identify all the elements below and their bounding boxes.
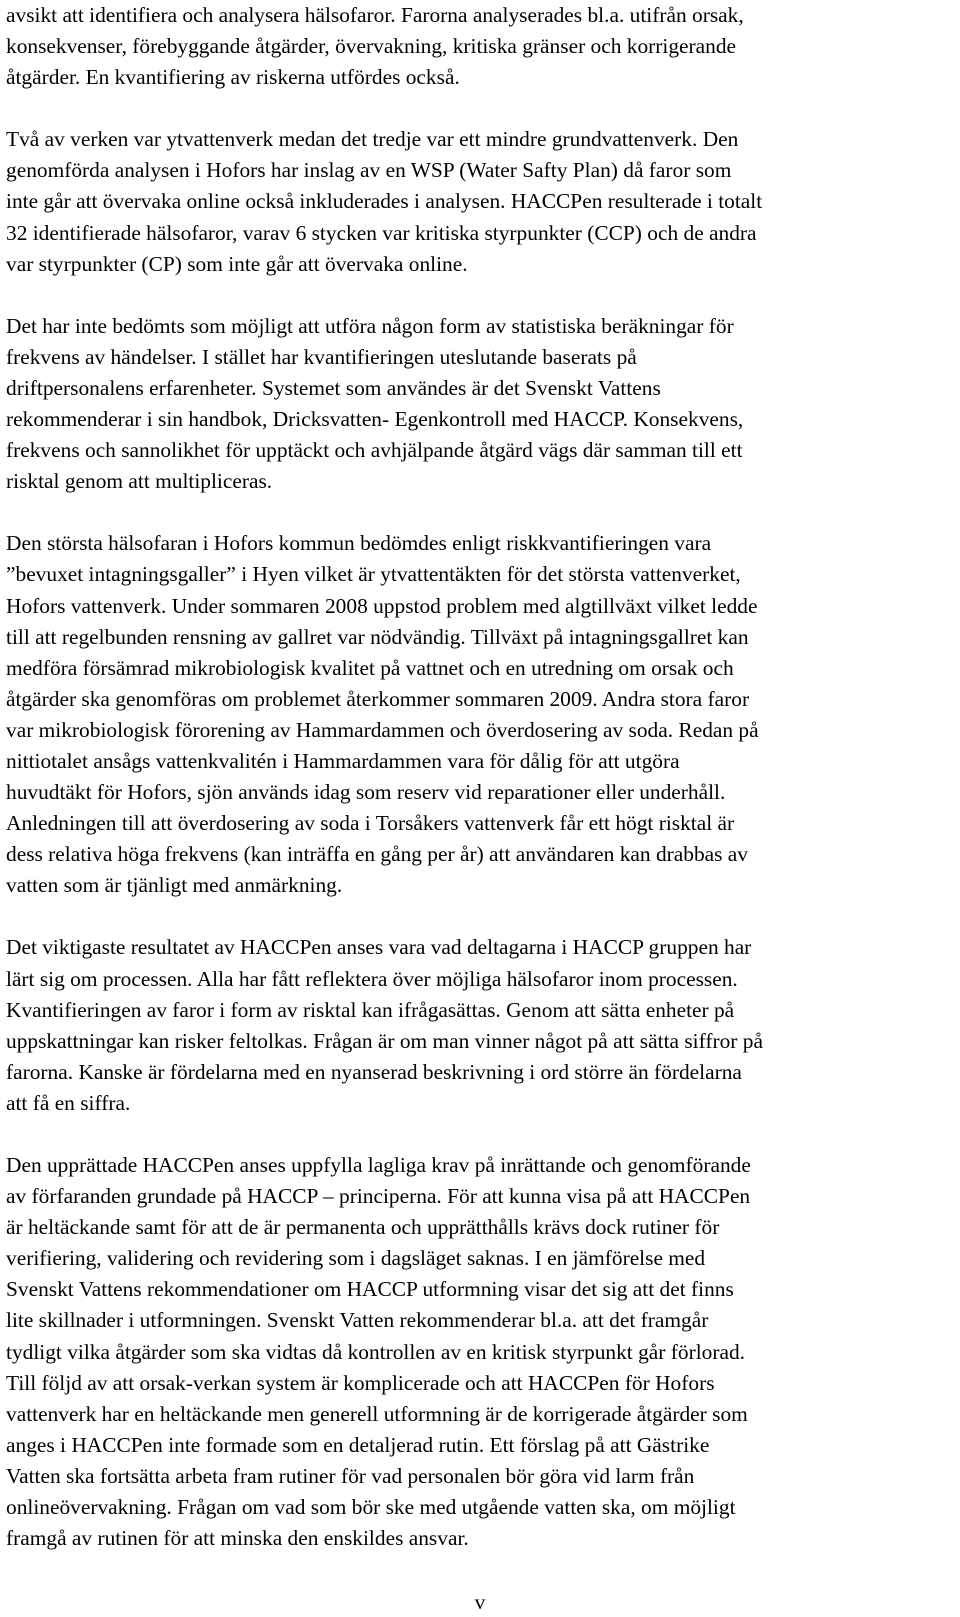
text-line: Den största hälsofaran i Hofors kommun bedömdes enligt riskkvantifieringen vara [6,531,712,556]
text-line: ”bevuxet intagningsgaller” i Hyen vilket är ytvattentäkten för det största vattenverket, [6,562,741,587]
text-line: konsekvenser, förebyggande åtgärder, övervakning, kritiska gränser och korrigerande [6,34,737,59]
paragraph-4 [6,528,954,901]
text-line: lite skillnader i utformningen. Svenskt Vatten rekommenderar bl.a. att det framgår [6,1308,709,1333]
text-line: genomförda analysen i Hofors har inslag av en WSP (Water Safty Plan) då faror som [6,158,732,183]
page-number: v [474,1590,486,1614]
text-line: att få en siffra. [6,1090,131,1115]
text-line: anges i HACCPen inte formade som en detaljerad rutin. Ett förslag på att Gästrike [6,1432,710,1457]
text-line: verifiering, validering och revidering som i dagsläget saknas. I en jämförelse med [6,1246,706,1271]
text-line: Det har inte bedömts som möjligt att utföra någon form av statistiska beräkningar för [6,313,734,338]
paragraph-2 [6,124,954,279]
text-line: huvudtäkt för Hofors, sjön används idag som reserv vid reparationer eller underhåll. [6,780,726,805]
text-line: vattenverk har en heltäckande men generell utformning är de korrigerade åtgärder som [6,1401,748,1426]
paragraph-5 [6,932,954,1119]
text-line: Svenskt Vattens rekommendationer om HACCP utformning visar det sig att det finns [6,1277,734,1302]
text-line: avsikt att identifiera och analysera hälsofaror. Farorna analyserades bl.a. utifrån orsak, [6,3,744,27]
text-line: Två av verken var ytvattenverk medan det tredje var ett mindre grundvattenverk. Den [6,127,739,152]
paragraph-3 [6,311,954,498]
document-body [6,0,954,1585]
text-line: Den upprättade HACCPen anses uppfylla lagliga krav på inrättande och genomförande [6,1153,751,1177]
text-line: dess relativa höga frekvens (kan inträffa en gång per år) att användaren kan drabbas av [6,842,748,867]
text-line: Kvantifieringen av faror i form av risktal kan ifrågasättas. Genom att sätta enheter på [6,997,735,1022]
text-line: medföra försämrad mikrobiologisk kvalitet på vattnet och en utredning om orsak och [6,655,734,680]
text-line: är heltäckande samt för att de är permanenta och upprätthålls krävs dock rutiner för [6,1215,720,1240]
text-line: risktal genom att multipliceras. [6,469,273,494]
text-line: frekvens av händelser. I stället har kvantifieringen uteslutande baserats på [6,344,637,369]
text-line: inte går att övervaka online också inkluderades i analysen. HACCPen resulterade i totalt [6,189,763,214]
text-line: åtgärder. En kvantifiering av riskerna utfördes också. [6,65,460,90]
text-line: uppskattningar kan risker feltolkas. Frågan är om man vinner något på att sätta siffror på [6,1028,763,1053]
paragraph-1 [6,0,954,93]
text-line: onlineövervakning. Frågan om vad som bör ske med utgående vatten ska, om möjligt [6,1495,736,1520]
text-line: farorna. Kanske är fördelarna med en nyanserad beskrivning i ord större än fördelarna [6,1059,742,1084]
text-line: vatten som är tjänligt med anmärkning. [6,873,343,898]
text-line: Till följd av att orsak-verkan system är komplicerade och att HACCPen för Hofors [6,1370,715,1395]
text-line: Hofors vattenverk. Under sommaren 2008 uppstod problem med algtillväxt vilket ledde [6,593,758,618]
text-line: 32 identifierade hälsofaror, varav 6 stycken var kritiska styrpunkter (CCP) och de andra [6,220,757,245]
text-line: rekommenderar i sin handbok, Dricksvatten- Egenkontroll med HACCP. Konsekvens, [6,407,744,432]
text-line: frekvens och sannolikhet för upptäckt och avhjälpande åtgärd vägs där samman till ett [6,438,743,463]
text-line: Det viktigaste resultatet av HACCPen anses vara vad deltagarna i HACCP gruppen har [6,935,752,960]
text-line: åtgärder ska genomföras om problemet återkommer sommaren 2009. Andra stora faror [6,686,750,711]
text-line: var mikrobiologisk förorening av Hammardammen och överdosering av soda. Redan på [6,717,759,742]
text-line: av förfaranden grundade på HACCP – principerna. För att kunna visa på att HACCPen [6,1184,751,1209]
text-line: nittiotalet ansågs vattenkvalitén i Hammardammen vara för dålig för att utgöra [6,748,680,773]
text-line: lärt sig om processen. Alla har fått reflektera över möjliga hälsofaror inom processen. [6,966,738,991]
text-line: till att regelbunden rensning av gallret var nödvändig. Tillväxt på intagningsgallret kan [6,624,749,649]
text-line: driftpersonalens erfarenheter. Systemet som användes är det Svenskt Vattens [6,375,661,400]
text-line: var styrpunkter (CP) som inte går att övervaka online. [6,251,468,276]
paragraph-6 [6,1150,954,1554]
text-line: tydligt vilka åtgärder som ska vidtas då kontrollen av en kritisk styrpunkt går förlorad. [6,1339,746,1364]
text-line: framgå av rutinen för att minska den enskildes ansvar. [6,1526,469,1551]
text-line: Anledningen till att överdosering av soda i Torsåkers vattenverk får ett högt risktal är [6,811,735,836]
text-line: Vatten ska fortsätta arbeta fram rutiner för vad personalen bör göra vid larm från [6,1463,695,1488]
